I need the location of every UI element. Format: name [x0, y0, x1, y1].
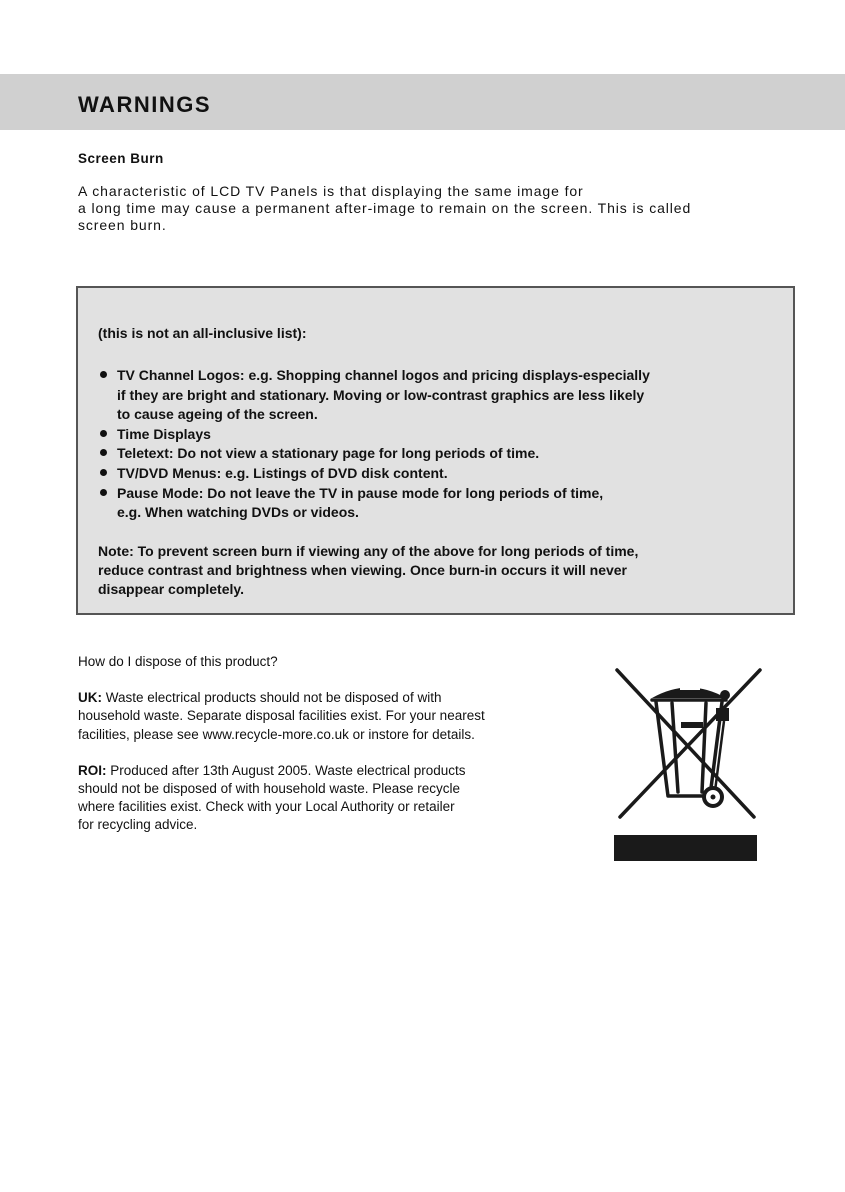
intro-line: a long time may cause a permanent after-image to remain on the screen. This is called: [78, 200, 692, 216]
list-item: [98, 444, 778, 464]
list-item-line: to cause ageing of the screen.: [117, 406, 318, 423]
roi-line-text: Produced after 13th August 2005. Waste electrical products: [110, 762, 466, 778]
uk-label: UK:: [78, 690, 102, 706]
list-item-line: Time Displays: [117, 425, 211, 442]
risk-list: [98, 366, 778, 523]
roi-disposal-text: [78, 762, 568, 835]
list-item-line: Teletext: Do not view a stationary page for long periods of time.: [117, 445, 540, 462]
bullet-icon: [100, 449, 107, 456]
roi-line: should not be disposed of with household waste. Please recycle: [78, 781, 460, 797]
note-line: disappear completely.: [98, 581, 245, 597]
list-item: [98, 366, 778, 425]
note-line: reduce contrast and brightness when viewing. Once burn-in occurs it will never: [98, 562, 627, 578]
crossed-out-wheelie-bin-icon: [612, 665, 765, 862]
list-item-line: TV Channel Logos: e.g. Shopping channel logos and pricing displays-especially: [117, 367, 650, 383]
bullet-icon: [100, 469, 107, 476]
disposal-question: How do I dispose of this product?: [78, 654, 278, 669]
notice-note: [98, 542, 638, 599]
list-item-line: Pause Mode: Do not leave the TV in pause mode for long periods of time,: [117, 484, 604, 501]
intro-line: A characteristic of LCD TV Panels is that displaying the same image for: [78, 183, 584, 199]
notice-intro: (this is not an all-inclusive list):: [98, 325, 307, 341]
list-item: [98, 425, 778, 445]
disposal-section: [78, 653, 568, 853]
list-item: [98, 484, 778, 523]
bullet-icon: [100, 489, 107, 496]
list-item-line: e.g. When watching DVDs or videos.: [117, 504, 359, 521]
roi-line: where facilities exist. Check with your Local Authority or retailer: [78, 799, 455, 815]
roi-line: for recycling advice.: [78, 817, 198, 833]
section-heading-screen-burn: Screen Burn: [78, 151, 164, 166]
bullet-icon: [100, 430, 107, 437]
uk-line: facilities, please see www.recycle-more.co.uk or instore for details.: [78, 726, 475, 742]
uk-disposal-text: [78, 689, 568, 744]
page-title: WARNINGS: [78, 92, 211, 117]
screen-burn-description: [78, 183, 778, 234]
list-item: [98, 464, 778, 484]
uk-line: [78, 689, 568, 707]
bullet-icon: [100, 371, 107, 378]
screen-burn-notice-box: [76, 286, 795, 615]
intro-line: screen burn.: [78, 217, 167, 233]
list-item-line: if they are bright and stationary. Moving or low-contrast graphics are less likely: [117, 386, 645, 403]
uk-line: household waste. Separate disposal facilities exist. For your nearest: [78, 708, 485, 724]
uk-line-text: Waste electrical products should not be disposed of with: [105, 690, 442, 706]
roi-line: [78, 762, 568, 780]
list-item-line: TV/DVD Menus: e.g. Listings of DVD disk content.: [117, 464, 448, 481]
roi-label: ROI:: [78, 762, 107, 778]
note-line: Note: To prevent screen burn if viewing any of the above for long periods of time,: [98, 543, 639, 559]
